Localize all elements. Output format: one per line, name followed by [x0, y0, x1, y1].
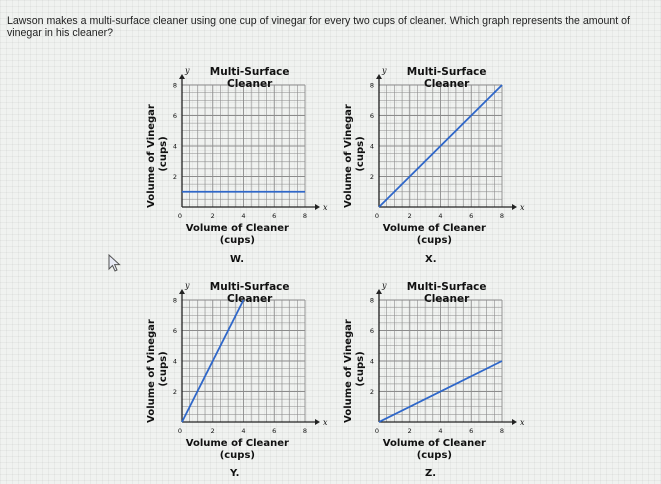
x-variable-label: x — [323, 203, 328, 212]
question-text: Lawson makes a multi-surface cleaner using one cup of vinegar for every two cups of cleaner. Which graph represents the amount of vinegar in his cleaner? — [7, 15, 631, 39]
x-tick-label: 8 — [499, 212, 505, 220]
y-variable-label: y — [185, 66, 190, 75]
x-tick-label: 4 — [438, 427, 443, 435]
x-axis-label-line2: (cups) — [219, 235, 256, 246]
y-tick-label: 6 — [172, 327, 177, 335]
x-axis-label-line1: Volume of Cleaner — [382, 438, 486, 449]
y-tick-label: 6 — [172, 112, 177, 120]
y-tick-label: 2 — [369, 388, 374, 396]
x-tick-label: 2 — [210, 427, 215, 435]
grid — [182, 85, 305, 207]
x-axis-label-line1: Volume of Cleaner — [185, 438, 289, 449]
option-label-y[interactable]: Y. — [230, 468, 240, 479]
option-label-w[interactable]: W. — [230, 254, 245, 265]
y-tick-label: 8 — [172, 81, 177, 90]
graph-z[interactable] — [337, 275, 527, 470]
y-tick-label: 2 — [172, 173, 177, 181]
graph-title-line1: Multi-Surface — [209, 281, 290, 293]
y-axis-label-line1: Volume of Vinegar — [343, 319, 354, 423]
x-variable-label: x — [323, 418, 328, 427]
y-tick-label: 8 — [369, 296, 374, 305]
y-tick-label: 6 — [369, 327, 374, 335]
origin-label: 0 — [177, 212, 183, 220]
x-tick-label: 6 — [272, 427, 277, 435]
x-tick-label: 8 — [499, 427, 505, 435]
x-tick-label: 2 — [407, 212, 412, 220]
graph-w[interactable] — [140, 60, 330, 255]
x-variable-label: x — [520, 418, 525, 427]
y-tick-label: 2 — [172, 388, 177, 396]
x-tick-label: 2 — [407, 427, 412, 435]
y-tick-label: 8 — [369, 81, 374, 90]
x-tick-label: 6 — [469, 427, 474, 435]
y-axis-label-line2: (cups) — [158, 351, 169, 387]
graph-x[interactable] — [337, 60, 527, 255]
x-tick-label: 8 — [302, 427, 308, 435]
graph-title-line1: Multi-Surface — [406, 66, 487, 78]
y-axis-label-line1: Volume of Vinegar — [343, 104, 354, 208]
graph-title-line2: Cleaner — [424, 293, 470, 305]
y-variable-label: y — [382, 66, 387, 75]
y-axis-label-line2: (cups) — [158, 136, 169, 172]
y-tick-label: 4 — [172, 357, 177, 366]
y-variable-label: y — [382, 281, 387, 290]
x-axis-label-line2: (cups) — [416, 235, 453, 246]
y-tick-label: 4 — [369, 142, 374, 151]
grid — [182, 300, 305, 422]
option-label-z[interactable]: Z. — [425, 468, 437, 479]
graph-title-line2: Cleaner — [227, 293, 273, 305]
x-axis-label-line1: Volume of Cleaner — [185, 223, 289, 234]
origin-label: 0 — [177, 427, 183, 435]
x-tick-label: 4 — [241, 427, 246, 435]
graph-title-line1: Multi-Surface — [209, 66, 290, 78]
y-tick-label: 4 — [369, 357, 374, 366]
graph-title-line1: Multi-Surface — [406, 281, 487, 293]
x-tick-label: 2 — [210, 212, 215, 220]
mouse-cursor-icon — [108, 254, 122, 272]
x-tick-label: 6 — [272, 212, 277, 220]
x-axis-arrow-icon — [315, 419, 320, 425]
y-tick-label: 6 — [369, 112, 374, 120]
x-axis-arrow-icon — [512, 419, 517, 425]
origin-label: 0 — [374, 427, 380, 435]
y-tick-label: 4 — [172, 142, 177, 151]
origin-label: 0 — [374, 212, 380, 220]
y-tick-label: 2 — [369, 173, 374, 181]
x-axis-label-line2: (cups) — [219, 450, 256, 461]
x-variable-label: x — [520, 203, 525, 212]
x-axis-label-line1: Volume of Cleaner — [382, 223, 486, 234]
x-axis-label-line2: (cups) — [416, 450, 453, 461]
graph-svg — [337, 60, 527, 255]
y-axis-label-line2: (cups) — [355, 351, 366, 387]
x-tick-label: 4 — [438, 212, 443, 220]
graph-y[interactable] — [140, 275, 330, 470]
x-axis-arrow-icon — [512, 204, 517, 210]
x-tick-label: 6 — [469, 212, 474, 220]
x-tick-label: 8 — [302, 212, 308, 220]
graph-svg — [140, 60, 330, 255]
grid — [379, 300, 502, 422]
graph-title-line2: Cleaner — [227, 78, 273, 90]
graph-svg — [140, 275, 330, 470]
x-axis-arrow-icon — [315, 204, 320, 210]
x-tick-label: 4 — [241, 212, 246, 220]
option-label-x[interactable]: X. — [425, 254, 437, 265]
y-axis-label-line1: Volume of Vinegar — [146, 104, 157, 208]
graph-title-line2: Cleaner — [424, 78, 470, 90]
y-variable-label: y — [185, 281, 190, 290]
y-axis-label-line1: Volume of Vinegar — [146, 319, 157, 423]
y-tick-label: 8 — [172, 296, 177, 305]
graph-svg — [337, 275, 527, 470]
y-axis-label-line2: (cups) — [355, 136, 366, 172]
